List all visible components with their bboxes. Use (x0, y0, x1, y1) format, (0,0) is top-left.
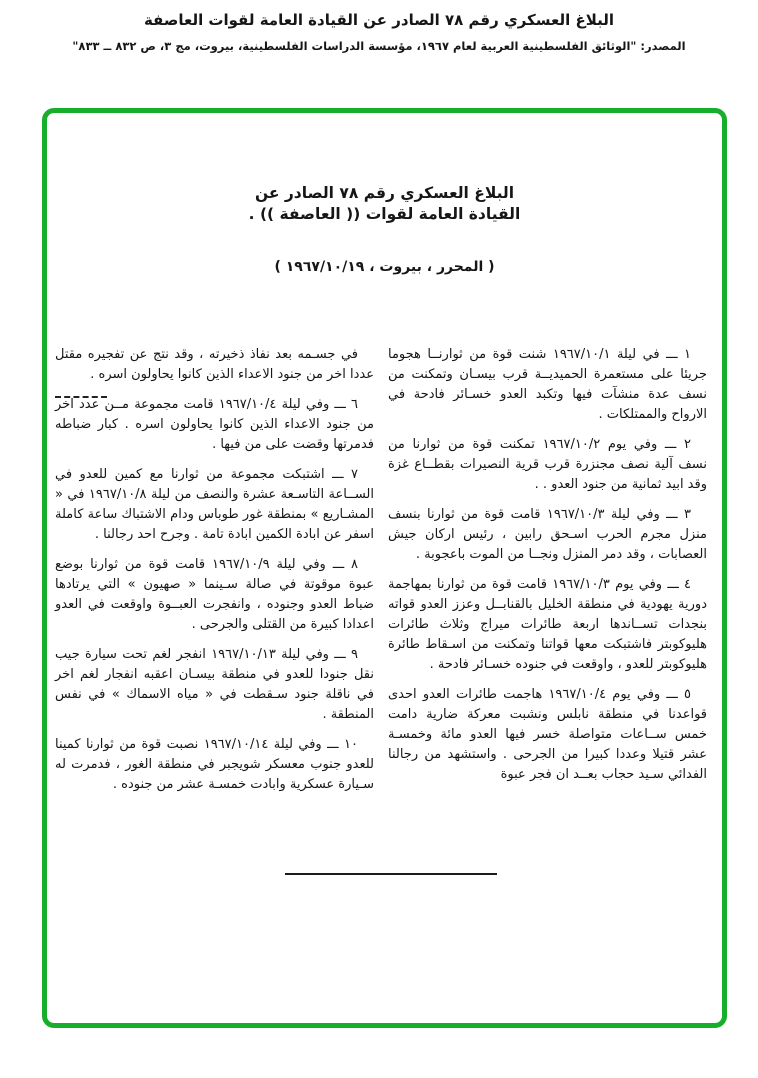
paragraph-6: ٦ ـــ وفي ليلة ١٩٦٧/١٠/٤ قامت مجموعة مــن عدد اخر من جنود الاعداء الذين كانوا يحاولون اسره . كبار ضباطه فدمرتها وقضت على من فيها . (55, 397, 374, 452)
paragraph-3: ٣ ـــ وفي ليلة ١٩٦٧/١٠/٣ قامت قوة من ثوارنا بنسف منزل مجرم الحرب اسـحق رابين ، رئيس اركان جيش العصابات ، وقد دمر المنزل ونجــا من الموت باعجوبة . (388, 507, 707, 562)
paragraph-2: ٢ ـــ وفي يوم ١٩٦٧/١٠/٢ تمكنت قوة من ثوارنا من نسف آلية نصف مجنزرة قرب قرية النصيرات بقطــاع غزة وقد ابيد ثمانية من جنود العدو . . (388, 437, 707, 492)
paragraph-5-continuation: في جسـمه بعد نفاذ ذخيرته ، وقد نتج عن تفجيره مقتل عددا اخر من جنود الاعداء الذين كانوا يحاولون اسره . (55, 347, 374, 382)
paragraph-10: ١٠ ـــ وفي ليلة ١٩٦٧/١٠/١٤ نصبت قوة من ثوارنا كمينا للعدو جنوب معسكر شويجبر في منطقة الغور ، فدمرت له سـيارة عسكرية وابادت خمسـة عشر من جنوده . (55, 737, 374, 792)
bottom-divider-rule (285, 873, 497, 875)
communique-title-line2: القيادة العامة لقوات (( العاصفة )) . (248, 205, 521, 223)
paragraph-4: ٤ ـــ وفي يوم ١٩٦٧/١٠/٣ قامت قوة من ثوارنا بمهاجمة دورية يهودية في منطقة الخليل بالقنابــل وعزز العدو قواته بنجدات تســاندها اربعة طائرات ميراج وثلاث طائرات هليوكوبتر فاشتبكت معها قواتنا وتمكنت من اسـقاط طائرة هليوكوبتر للعدو ، واوقعت في جنوده خسـائر فادحة . (388, 577, 707, 672)
paragraph-7: ٧ ـــ اشتبكت مجموعة من ثوارنا مع كمين للعدو في الســاعة التاسـعة عشرة والنصف من ليلة ١٩٦٧/١٠/٨ في « المشـاريع » بمنطقة غور طوباس ودام الاشتباك ساعة كاملة اسفر عن ابادة الكمين ابادة تامة . وجرح احد رجالنا . (55, 467, 374, 542)
communique-title-line1: البلاغ العسكري رقم ٧٨ الصادر عن (254, 184, 515, 202)
communique-dateline: ( المحرر ، بيروت ، ١٩٦٧/١٠/١٩ ) (274, 259, 495, 275)
column-right (388, 345, 707, 795)
print-artifact (55, 396, 107, 398)
communique-title (47, 183, 722, 225)
paragraph-5: ٥ ـــ وفي يوم ١٩٦٧/١٠/٤ هاجمت طائرات العدو احدى قواعدنا في منطقة نابلس ونشبت معركة ضارية دامت خمس ســاعات متواصلة خسر فيها العدو مائة وخمسـة عشر قتيلا وعددا كبيرا من الجرحى . واستشهد من رجالنا الفدائي سـيد حجاب بعــد ان فجر عبوة (388, 687, 707, 782)
column-left (55, 345, 374, 805)
document-frame (42, 108, 727, 1028)
paragraph-1: ١ ـــ في ليلة ١٩٦٧/١٠/١ شنت قوة من ثوارنــا هجوما جريئا على مستعمرة الحميديــة قرب بيسـان وتمكنت من نسف عدة منشآت فيها وتكبد العدو خسـائر فادحة في الارواح والممتلكات . (388, 347, 707, 422)
paragraph-8: ٨ ـــ وفي ليلة ١٩٦٧/١٠/٩ قامت قوة من ثوارنا بوضع عبوة موقوتة في صالة سـينما « صهيون » التي يرتادها ضباط العدو وجنوده ، وانفجرت العبــوة واوقعت في العدو اعدادا كبيرة من القتلى والجرحى . (55, 557, 374, 632)
page-header (0, 11, 758, 53)
paragraph-9: ٩ ـــ وفي ليلة ١٩٦٧/١٠/١٣ انفجر لغم تحت سيارة جيب نقل جنودا للعدو في منطقة بيسـان اعقبه انفجار لغم اخر في ناقلة جنود سـقطت في « مياه الاسماك » في نفس المنطقة . (55, 647, 374, 722)
page-header-title: البلاغ العسكري رقم ٧٨ الصادر عن القيادة العامة لقوات العاصفة (143, 11, 615, 29)
page-header-source: المصدر: "الوثائق الفلسطينية العربية لعام ١٩٦٧، مؤسسة الدراسات الفلسطينية، بيروت، مج ٣، ص ٨٣٢ ــ ٨٣٣" (72, 39, 686, 53)
